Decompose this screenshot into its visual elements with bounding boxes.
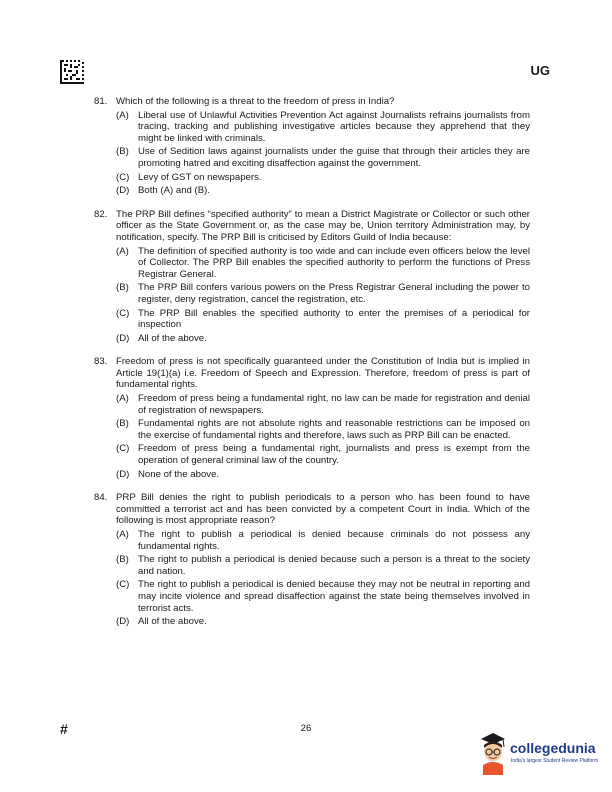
option	[116, 333, 530, 345]
option-label: (D)	[116, 468, 130, 480]
option-text: The PRP Bill enables the specified authority to enter the premises of a periodical for inspection	[138, 307, 530, 331]
option-label: (B)	[116, 146, 129, 158]
option-label: (A)	[116, 529, 129, 540]
option-label: (A)	[116, 393, 129, 405]
brand-tagline: India's largest Student Review Platform	[511, 758, 599, 764]
collegedunia-logo	[478, 731, 608, 779]
question-82	[94, 209, 530, 345]
option-text: The right to publish a periodical is denied because criminals do not possess any fundamental rights.	[138, 529, 530, 552]
option-label: (C)	[116, 307, 130, 319]
option	[116, 616, 530, 628]
option-label: (B)	[116, 554, 129, 566]
question-list	[94, 96, 530, 640]
question-number: 81.	[94, 96, 108, 107]
datamatrix-code-icon	[60, 60, 84, 84]
option-text: The right to publish a periodical is denied because they may not be neutral in reporting and may incite violence and spread disaffection against the state being themselves involved in terrorist acts.	[138, 579, 530, 614]
option-text: All of the above.	[138, 616, 207, 628]
question-number: 84.	[94, 492, 108, 504]
option-text: The right to publish a periodical is denied because such a person is a threat to the society and nation.	[138, 554, 530, 577]
option-label: (B)	[116, 418, 129, 430]
graduate-mascot-icon	[478, 731, 508, 775]
option-text: Freedom of press being a fundamental right, no law can be made for registration and denial of registration of newspapers.	[138, 393, 530, 416]
option-label: (C)	[116, 171, 130, 183]
option-text: None of the above.	[138, 468, 220, 480]
option-text: Levy of GST on newspapers.	[138, 171, 262, 183]
question-stem: The PRP Bill defines “specified authority” to mean a District Magistrate or Collector or such other officer as the State Government or, as the case may be, Union territory Administration may, by notification, specify. The PRP Bill is criticised by Editors Guild of India because:	[116, 208, 530, 243]
option	[116, 282, 530, 305]
option-text: The definition of specified authority is too wide and can include even officers below the level of Collector. The PRP Bill enables the specified authority to perform the functions of Press Registrar General.	[138, 245, 530, 280]
question-stem: Which of the following is a threat to the freedom of press in India?	[116, 96, 395, 107]
footer-hash: #	[60, 721, 68, 737]
question-stem: Freedom of press is not specifically guaranteed under the Constitution of India but is implied in Article 19(1)(a) i.e. Freedom of Speech and Expression. Therefore, freedom of press is part of fundamental rights.	[116, 356, 530, 391]
option-text: The PRP Bill confers various powers on the Press Registrar General including the power to register, deny registration, cancel the registration, etc.	[138, 282, 530, 305]
option	[116, 146, 530, 169]
option	[116, 469, 530, 481]
option	[116, 393, 530, 416]
option	[116, 110, 530, 145]
option	[116, 246, 530, 281]
option-label: (C)	[116, 579, 130, 591]
question-81	[94, 96, 530, 197]
brand-name: collegedunia	[510, 740, 596, 756]
option	[116, 185, 530, 197]
paper-code: UG	[530, 63, 550, 78]
option	[116, 529, 530, 552]
option-text: Fundamental rights are not absolute rights and reasonable restrictions can be imposed on the exercise of fundamental rights and therefore, laws such as PRP Bill can be enacted.	[138, 418, 530, 441]
option-label: (B)	[116, 282, 129, 294]
option-text: Both (A) and (B).	[138, 185, 210, 197]
option-label: (A)	[116, 245, 129, 257]
question-stem: PRP Bill denies the right to publish periodicals to a person who has been found to have committed a terrorist act and has been convicted by a competent Court in India. Which of the following is most appropriate reason?	[116, 492, 530, 527]
option-text: Liberal use of Unlawful Activities Prevention Act against Journalists refrains journalists from tracing, tracking and publishing investigative articles because they apprehend that they might be linked with criminals.	[138, 109, 530, 144]
question-number: 82.	[94, 208, 108, 220]
question-84	[94, 492, 530, 628]
option	[116, 554, 530, 577]
option	[116, 172, 530, 184]
option-text: Use of Sedition laws against journalists under the guise that through their articles they are promoting hatred and exciting disaffection against the government.	[138, 146, 530, 169]
question-number: 83.	[94, 356, 108, 368]
option	[116, 579, 530, 614]
option	[116, 308, 530, 331]
option	[116, 418, 530, 441]
option	[116, 443, 530, 466]
question-83	[94, 356, 530, 480]
page-number: 26	[300, 723, 312, 734]
option-text: Freedom of press being a fundamental right, journalists and press is exempt from the operation of general criminal law of the country.	[138, 443, 530, 467]
option-label: (C)	[116, 443, 130, 455]
option-label: (D)	[116, 332, 130, 344]
option-label: (D)	[116, 185, 130, 197]
option-label: (D)	[116, 616, 130, 628]
option-text: All of the above.	[138, 332, 207, 344]
option-label: (A)	[116, 109, 129, 121]
